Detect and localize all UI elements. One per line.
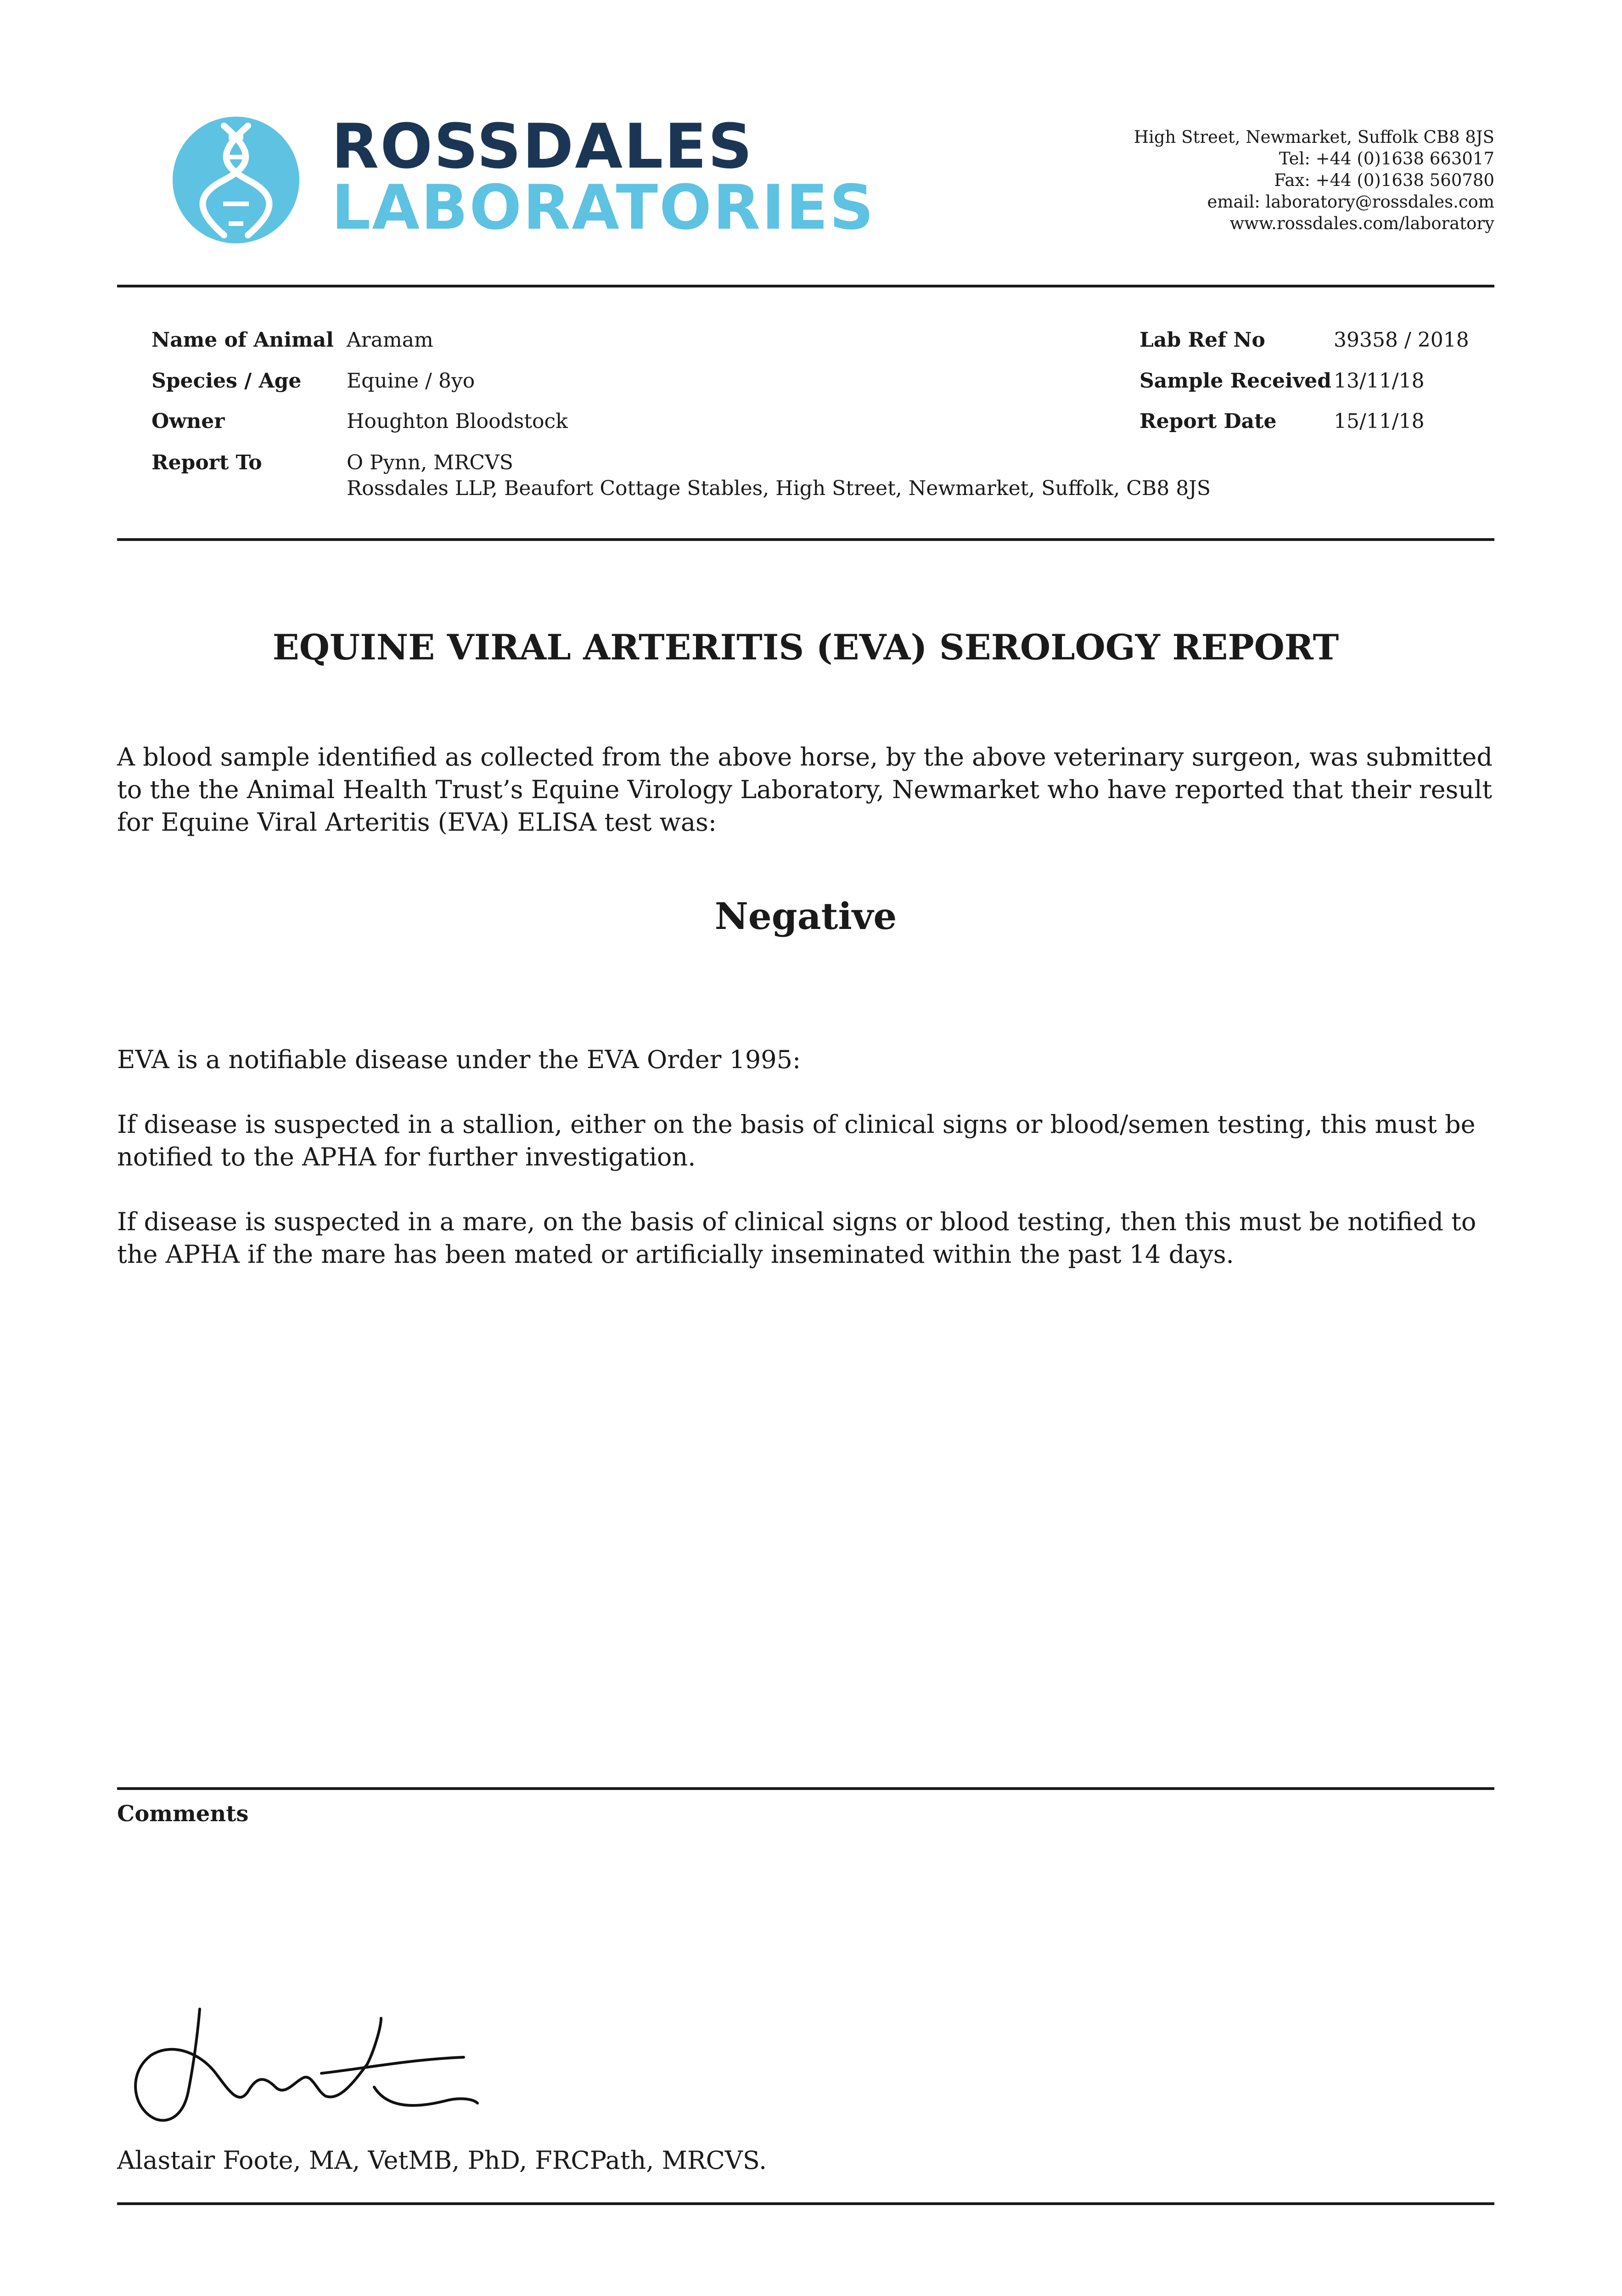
- owner-value: Houghton Bloodstock: [347, 410, 568, 433]
- species-age-value: Equine / 8yo: [347, 369, 475, 393]
- dna-helix-icon: [173, 117, 299, 243]
- report-to-label: Report To: [152, 451, 262, 474]
- comments-label: Comments: [117, 1801, 249, 1827]
- brand-name-line2: LABORATORIES: [331, 172, 876, 243]
- sample-received-value: 13/11/18: [1334, 369, 1425, 393]
- header-divider: [117, 285, 1494, 287]
- lab-ref-value: 39358 / 2018: [1334, 328, 1469, 352]
- report-date-value: 15/11/18: [1334, 410, 1425, 433]
- owner-label: Owner: [152, 410, 225, 433]
- signature: [124, 2000, 482, 2133]
- footer-divider: [117, 2202, 1494, 2205]
- report-to-address: Rossdales LLP, Beaufort Cottage Stables, High Street, Newmarket, Suffolk, CB8 8JS: [347, 477, 1211, 500]
- sample-received-label: Sample Received: [1139, 369, 1332, 393]
- stallion-note: If disease is suspected in a stallion, either on the basis of clinical signs or blood/semen testing, this must be notified to the APHA for further investigation.: [117, 1110, 1476, 1171]
- lab-ref-label: Lab Ref No: [1139, 328, 1265, 352]
- contact-website: www.rossdales.com/laboratory: [1229, 214, 1494, 233]
- notifiable-note: EVA is a notifiable disease under the EVA Order 1995:: [117, 1045, 801, 1074]
- name-of-animal-label: Name of Animal: [152, 328, 334, 352]
- report-title: EQUINE VIRAL ARTERITIS (EVA) SEROLOGY REPORT: [272, 627, 1339, 668]
- info-divider: [117, 538, 1494, 541]
- contact-email: email: laboratory@rossdales.com: [1207, 192, 1494, 212]
- signer-name: Alastair Foote, MA, VetMB, PhD, FRCPath, MRCVS.: [117, 2146, 767, 2175]
- test-result: Negative: [714, 895, 897, 938]
- contact-tel: Tel: +44 (0)1638 663017: [1279, 149, 1494, 169]
- brand-name-line1: ROSSDALES: [331, 111, 754, 182]
- species-age-label: Species / Age: [152, 369, 302, 393]
- contact-address: High Street, Newmarket, Suffolk CB8 8JS: [1134, 127, 1494, 147]
- contact-block: [1134, 126, 1494, 234]
- name-of-animal-value: Aramam: [347, 328, 433, 352]
- contact-fax: Fax: +44 (0)1638 560780: [1274, 170, 1494, 190]
- report-date-label: Report Date: [1139, 410, 1277, 433]
- mare-note: If disease is suspected in a mare, on the basis of clinical signs or blood testing, then this must be notified to the APHA if the mare has been mated or artificially inseminated within the past 14 days.: [117, 1207, 1476, 1269]
- intro-paragraph: A blood sample identified as collected from the above horse, by the above veterinary surgeon, was submitted to the the Animal Health Trust’s Equine Virology Laboratory, Newmarket who have reported that their result for Equine Viral Arteritis (EVA) ELISA test was:: [117, 743, 1493, 837]
- report-to-name: O Pynn, MRCVS: [347, 451, 513, 474]
- comments-divider: [117, 1787, 1494, 1790]
